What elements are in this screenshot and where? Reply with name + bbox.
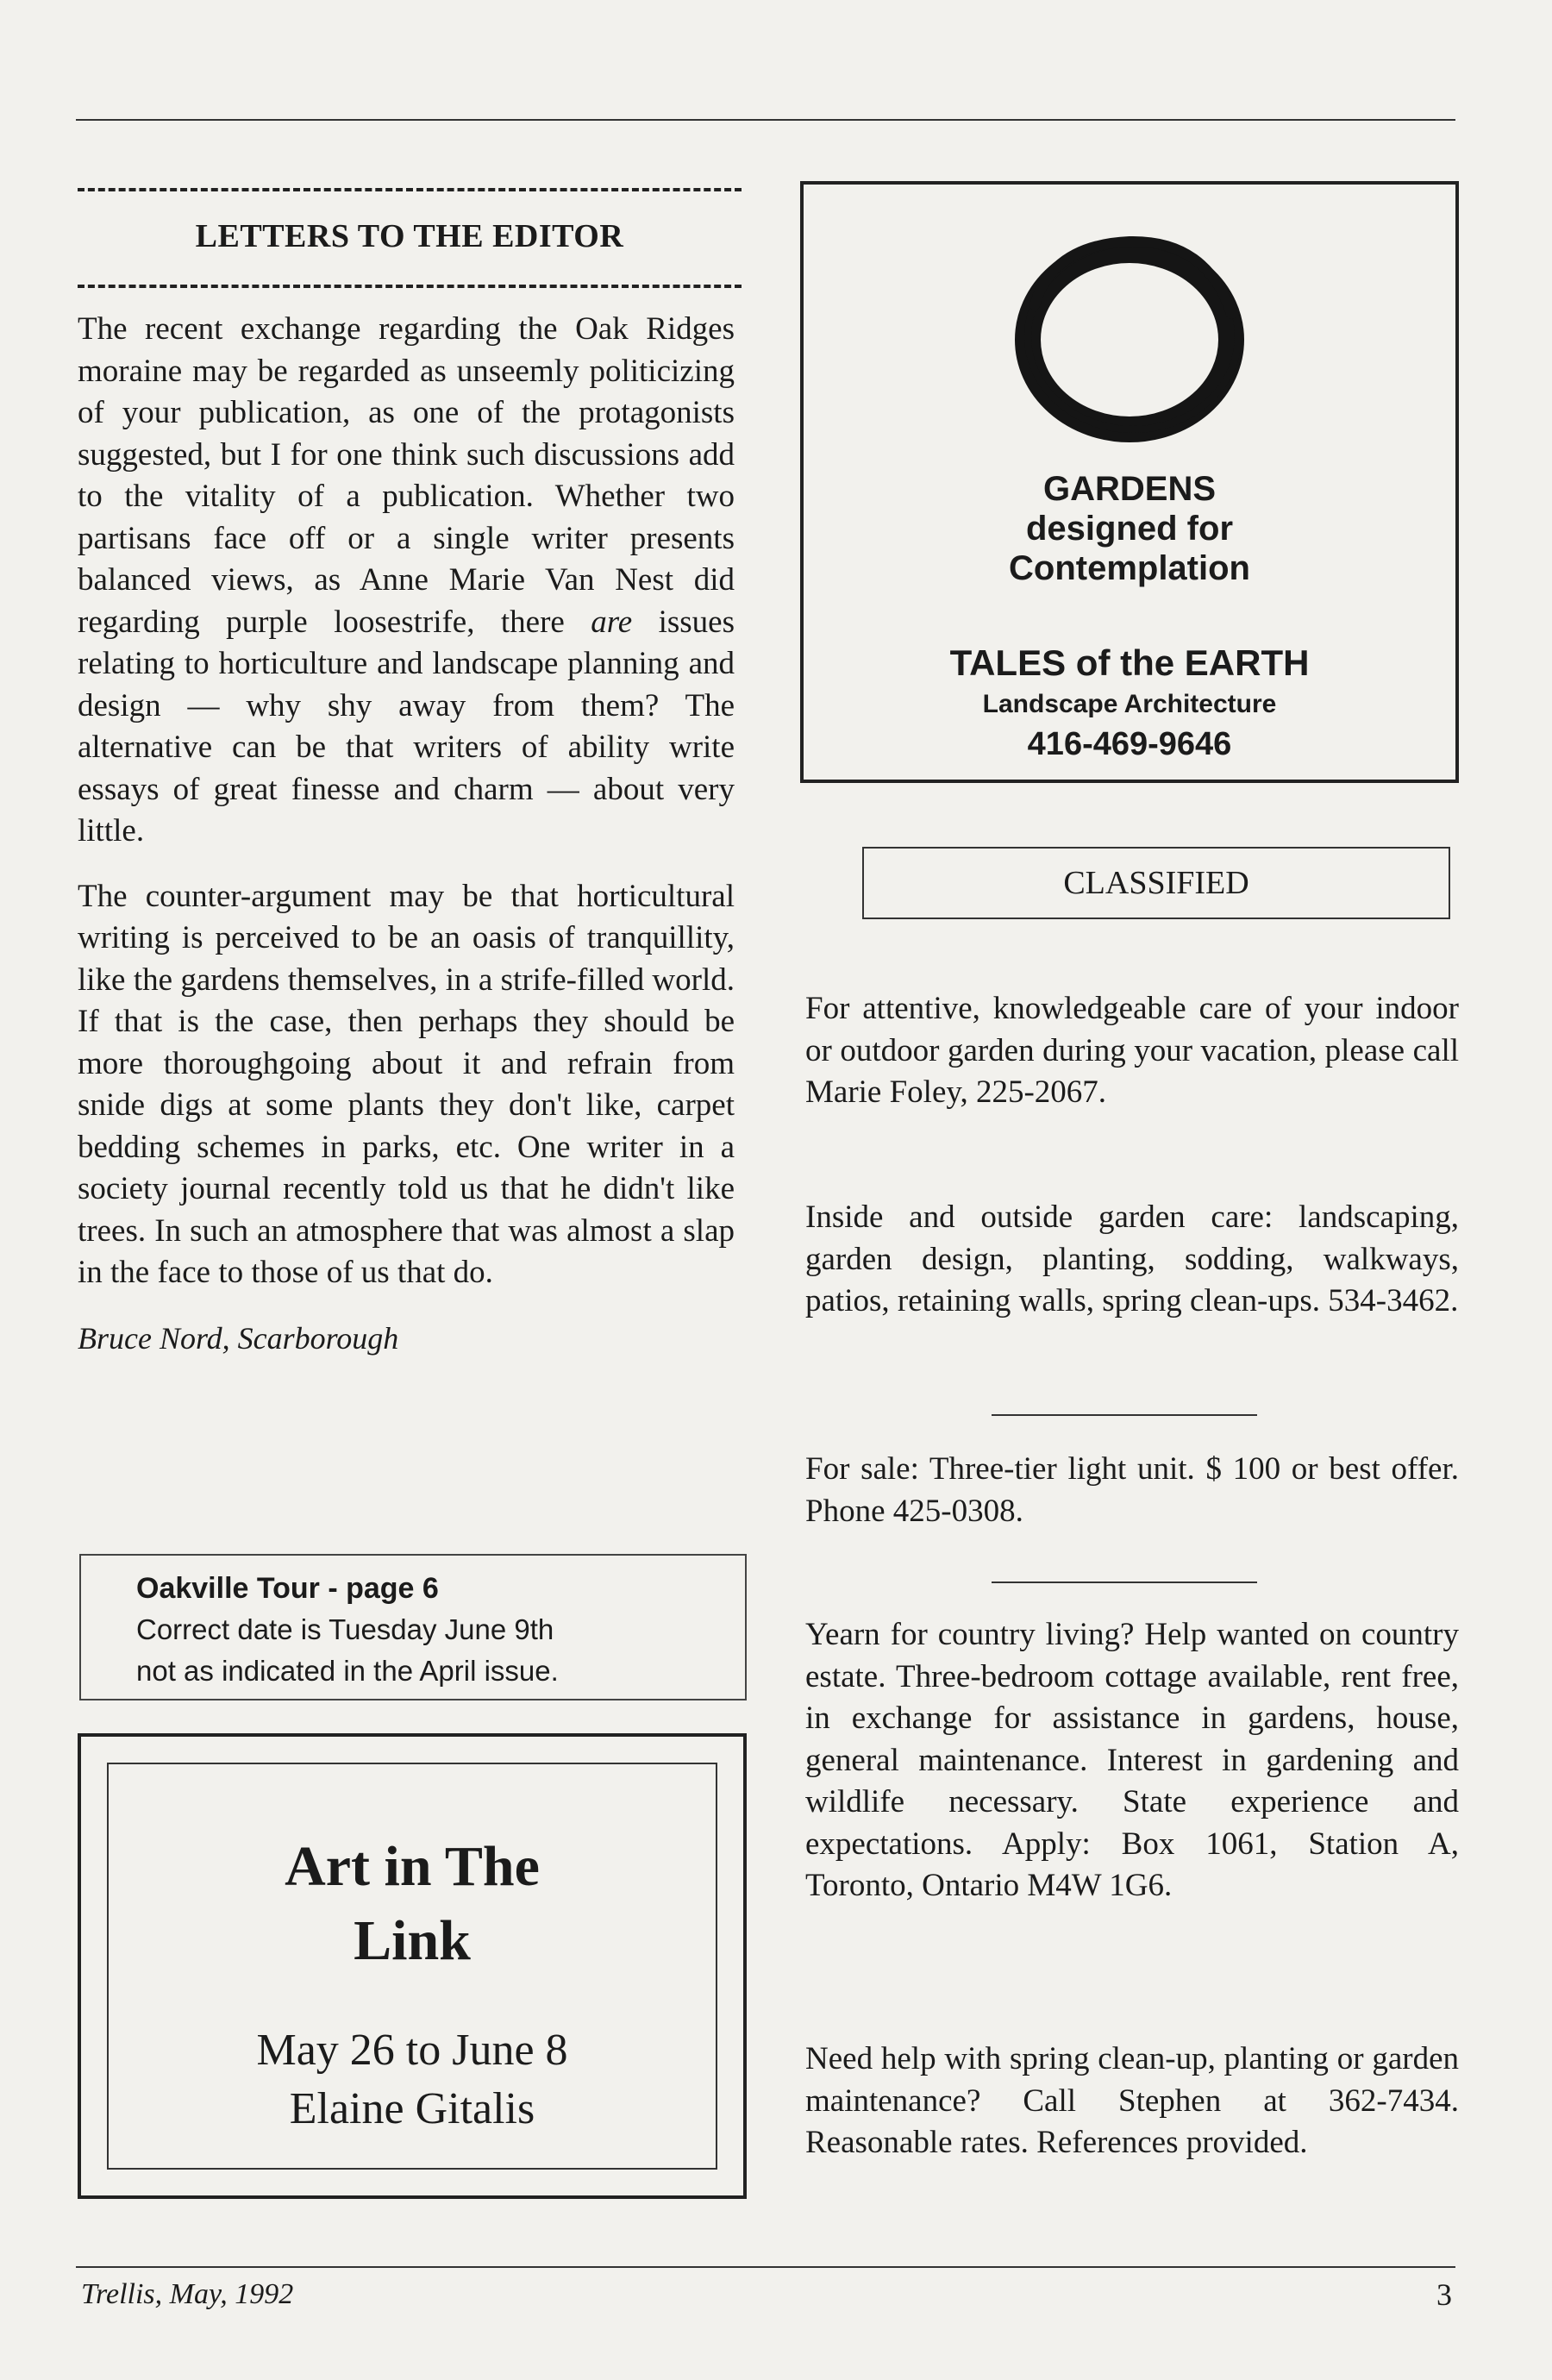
gardens-line-3: Contemplation bbox=[1009, 549, 1250, 587]
gardens-line-2: designed for bbox=[1025, 510, 1234, 548]
oakville-notice bbox=[79, 1554, 747, 1700]
ink-circle-icon bbox=[1000, 210, 1259, 460]
gardens-subtitle: Landscape Architecture bbox=[982, 690, 1277, 718]
classified-item-1 bbox=[805, 988, 1459, 1114]
heading-dash-top bbox=[78, 188, 742, 191]
classified-divider bbox=[992, 1414, 1257, 1416]
classified-text: Inside and outside garden care: landscaping, garden design, planting, sodding, walkways, patios, retaining walls, spring clean-ups. 534-3462. bbox=[805, 1199, 1459, 1318]
classified-text: Need help with spring clean-up, planting or garden maintenance? Call Stephen at 362-7434. Reasonable rates. References provided. bbox=[805, 2041, 1459, 2160]
art-ad-inner bbox=[107, 1763, 717, 2170]
footer-rule bbox=[76, 2266, 1455, 2268]
letters-heading: LETTERS TO THE EDITOR bbox=[195, 218, 624, 254]
art-ad-outer bbox=[78, 1733, 747, 2199]
heading-dash-bottom bbox=[78, 285, 742, 288]
letter-text: issues relating to horticulture and landscape planning and design — why shy away from them? The alternative can be that writers of ability write essays of great finesse and charm — about very little. bbox=[78, 604, 735, 849]
letter-paragraph-1 bbox=[78, 309, 735, 853]
top-rule bbox=[76, 119, 1455, 121]
classified-item-2 bbox=[805, 1197, 1459, 1323]
gardens-company: TALES of the EARTH bbox=[949, 642, 1310, 683]
page-number: 3 bbox=[1436, 2277, 1452, 2312]
classified-heading: CLASSIFIED bbox=[1063, 865, 1249, 901]
art-ad-title-line-1: Art in The bbox=[285, 1835, 540, 1898]
letter-emphasis: are bbox=[591, 604, 633, 640]
notice-title: Oakville Tour - page 6 bbox=[136, 1572, 439, 1605]
classified-text: For attentive, knowledgeable care of your indoor or outdoor garden during your vacation, please call Marie Foley, 225-2067. bbox=[805, 991, 1459, 1110]
gardens-ad bbox=[800, 181, 1459, 783]
classified-heading-box bbox=[862, 847, 1450, 919]
classified-divider bbox=[992, 1581, 1257, 1583]
classified-text: For sale: Three-tier light unit. $ 100 or best offer. Phone 425-0308. bbox=[805, 1451, 1459, 1529]
classified-item-4 bbox=[805, 1614, 1459, 1907]
notice-line-1: Correct date is Tuesday June 9th bbox=[136, 1613, 554, 1645]
art-ad-artist: Elaine Gitalis bbox=[289, 2084, 535, 2133]
footer-publication: Trellis, May, 1992 bbox=[81, 2278, 294, 2310]
gardens-text bbox=[804, 469, 1455, 588]
gardens-phone: 416-469-9646 bbox=[1027, 726, 1232, 762]
letter-signature: Bruce Nord, Scarborough bbox=[78, 1320, 399, 1356]
gardens-company-block bbox=[804, 640, 1455, 766]
classified-item-3 bbox=[805, 1449, 1459, 1532]
art-ad-dates: May 26 to June 8 bbox=[256, 2026, 568, 2075]
classified-item-5 bbox=[805, 2039, 1459, 2164]
letter-text: The recent exchange regarding the Oak Ridges moraine may be regarded as unseemly politicizing of your publication, as one of the protagonists suggested, but I for one think such discussions add to the vitality of a publication. Whether two partisans face off or a single writer presents balanced views, as Anne Marie Van Nest did regarding purple loosestrife, there bbox=[78, 311, 735, 640]
gardens-line-1: GARDENS bbox=[1042, 470, 1217, 508]
letter-paragraph-2: The counter-argument may be that horticultural writing is perceived to be an oasis of tranquillity, like the gardens themselves, in a strife-filled world. If that is the case, then perhaps they should be more thoroughgoing about it and refrain from snide digs at some plants they don't like, carpet bedding schemes in parks, etc. One writer in a society journal recently told us that he didn't like trees. In such an atmosphere that was almost a slap in the face to those of us that do. bbox=[78, 878, 735, 1290]
letters-body bbox=[78, 309, 735, 1356]
art-ad-title-line-2: Link bbox=[354, 1909, 471, 1972]
classified-text: Yearn for country living? Help wanted on country estate. Three-bedroom cottage available, rent free, in exchange for assistance in gardens, house, general maintenance. Interest in gardening and wildlife necessary. State experience and expectations. Apply: Box 1061, Station A, Toronto, Ontario M4W 1G6. bbox=[805, 1617, 1459, 1903]
notice-line-2: not as indicated in the April issue. bbox=[136, 1655, 559, 1687]
